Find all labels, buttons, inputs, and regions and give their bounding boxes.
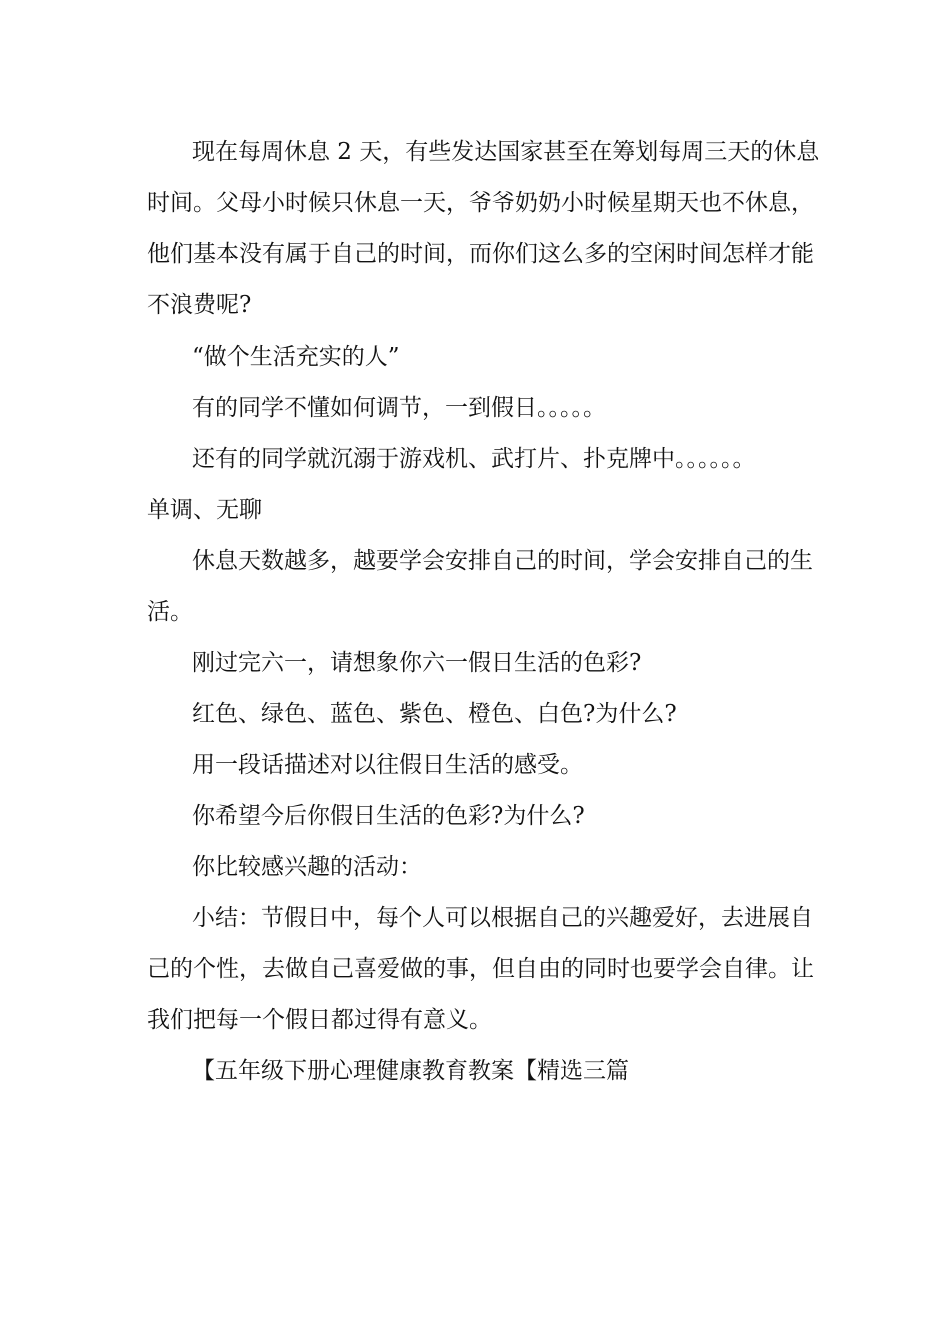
document-title-line: 【五年级下册心理健康教育教案【精选三篇 xyxy=(192,1058,629,1084)
paragraph-line: 你比较感兴趣的活动： xyxy=(192,854,422,880)
paragraph-line: 用一段话描述对以往假日生活的感受。 xyxy=(192,752,583,778)
paragraph-line: 有的同学不懂如何调节，一到假日。。。。。 xyxy=(192,395,606,421)
paragraph-line: 刚过完六一，请想象你六一假日生活的色彩? xyxy=(192,650,642,676)
paragraph-line: 时间。父母小时候只休息一天，爷爷奶奶小时候星期天也不休息， xyxy=(147,190,814,216)
paragraph-line: 休息天数越多，越要学会安排自己的时间，学会安排自己的生 xyxy=(192,548,813,574)
paragraph-line: 红色、绿色、蓝色、紫色、橙色、白色?为什么? xyxy=(192,701,677,727)
paragraph-line: 单调、无聊 xyxy=(147,497,262,523)
paragraph-line: 不浪费呢? xyxy=(147,292,252,318)
paragraph-line: 己的个性，去做自己喜爱做的事，但自由的同时也要学会自律。让 xyxy=(147,956,814,982)
paragraph-line: 他们基本没有属于自己的时间，而你们这么多的空闲时间怎样才能 xyxy=(147,241,814,267)
paragraph-line: 现在每周休息 2 天，有些发达国家甚至在筹划每周三天的休息 xyxy=(192,139,820,165)
paragraph-line: 你希望今后你假日生活的色彩?为什么? xyxy=(192,803,585,829)
paragraph-line: 活。 xyxy=(147,599,193,625)
paragraph-line: 还有的同学就沉溺于游戏机、武打片、扑克牌中。。。。。。 xyxy=(192,446,756,472)
paragraph-line: 小结：节假日中，每个人可以根据自己的兴趣爱好，去进展自 xyxy=(192,905,813,931)
section-heading: “做个生活充实的人” xyxy=(192,344,400,370)
paragraph-line: 我们把每一个假日都过得有意义。 xyxy=(147,1007,492,1033)
